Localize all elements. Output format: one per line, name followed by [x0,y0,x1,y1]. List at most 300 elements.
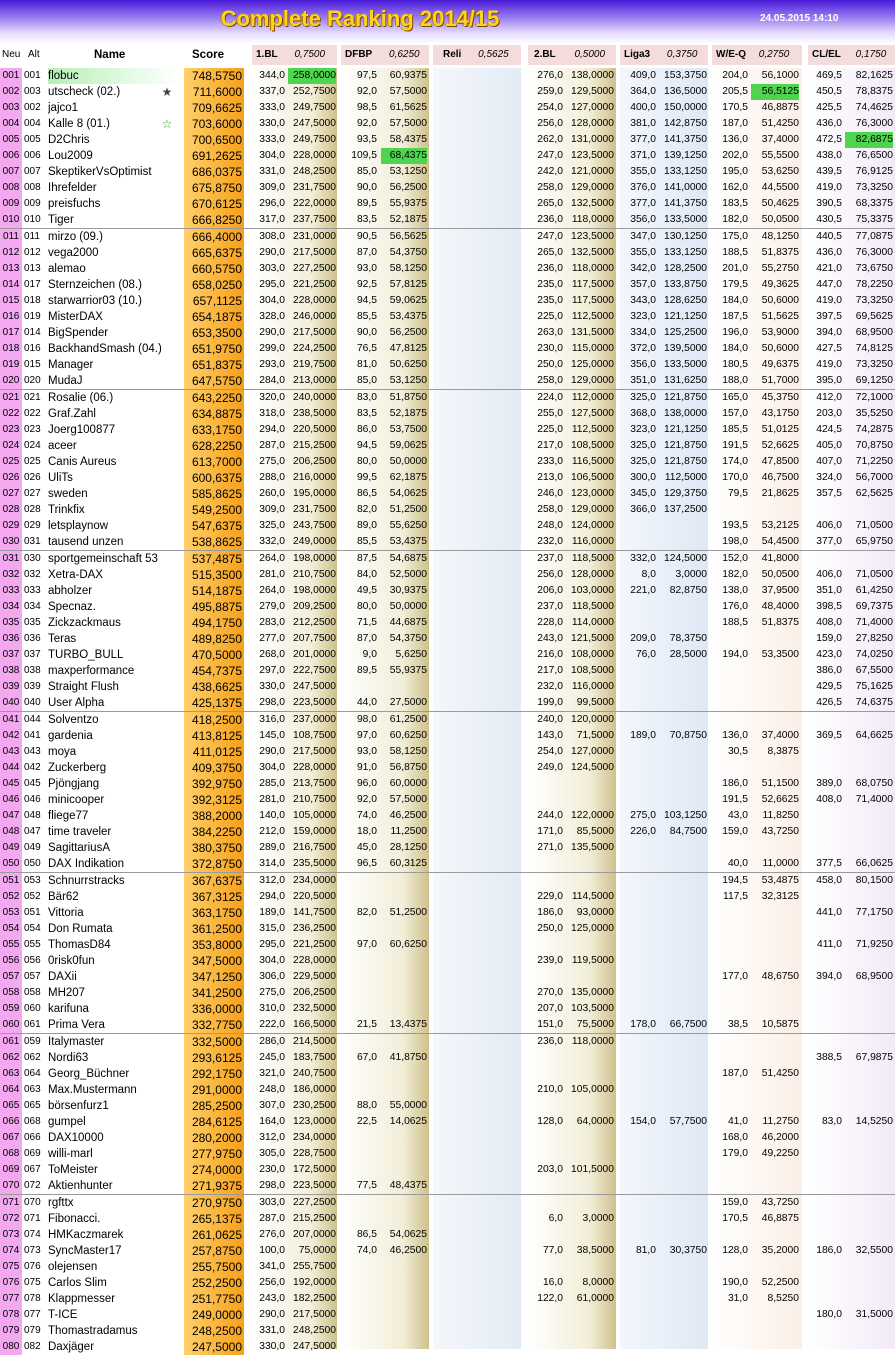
weq-points: 187,0 [722,1068,748,1079]
clel-score [845,1195,893,1211]
table-row [0,599,895,615]
rank-new: 056 [0,953,22,969]
table-row [0,1017,895,1033]
rank-old: 019 [24,311,41,322]
table-row [0,100,895,116]
marker-icon [160,164,174,180]
bl1-score: 237,7500 [293,214,336,225]
weq-score: 51,5625 [761,311,799,322]
table-row [0,889,895,905]
dfbp-points: 85,0 [356,375,377,386]
rank-new: 060 [0,1017,22,1033]
liga3-score [659,969,707,985]
clel-points: 450,5 [816,86,842,97]
weq-score [751,1162,799,1178]
table-row [0,1050,895,1066]
clel-points: 430,5 [816,214,842,225]
clel-points [808,889,842,905]
rank-old: 021 [24,392,41,403]
player-name: DAXii [48,971,77,983]
dfbp-score: 58,1250 [389,263,427,274]
bl2-score: 115,0000 [571,343,614,354]
dfbp-score: 30,9375 [389,585,427,596]
player-name: Schnurrstracks [48,875,125,887]
liga3-score [659,679,707,695]
rank-old: 067 [24,1164,41,1175]
player-name: HMKaczmarek [48,1229,124,1241]
player-name: Pjöngjang [48,778,100,790]
weq-score [751,1034,799,1050]
player-name: TURBO_BULL [48,649,124,661]
rank-new: 072 [0,1211,22,1227]
liga3-score [659,1339,707,1355]
weq-points: 201,0 [722,263,748,274]
bl1-score: 223,5000 [293,1180,336,1191]
bl1-score: 222,0000 [293,198,336,209]
rank-old: 076 [24,1261,41,1272]
rank-old: 010 [24,214,41,225]
clel-points: 429,5 [816,681,842,692]
marker-icon [160,148,174,164]
table-row [0,389,895,406]
liga3-score [659,1178,707,1194]
bl2-points: 206,0 [537,585,563,596]
bl1-points: 294,0 [259,424,285,435]
liga3-points [620,1082,656,1098]
bl2-score: 127,0000 [571,746,614,757]
clel-points: 419,0 [816,359,842,370]
weq-score: 43,1750 [761,408,799,419]
marker-icon [160,1195,174,1211]
dfbp-points: 109,5 [351,150,377,161]
header-reli-label: Reli [443,49,462,60]
marker-icon [160,68,174,84]
player-name: Daxjäger [48,1341,95,1353]
bl1-points: 331,0 [259,166,285,177]
weq-points: 196,0 [722,327,748,338]
rank-old: 053 [24,875,41,886]
rank-old: 052 [24,891,41,902]
dfbp-points: 18,0 [356,826,377,837]
player-name: SagittariusA [48,842,111,854]
player-name: olejensen [48,1261,98,1273]
dfbp-score [381,1162,427,1178]
bl1-points: 299,0 [259,343,285,354]
bl2-score: 114,5000 [571,891,614,902]
dfbp-score: 53,4375 [389,536,427,547]
table-row [0,277,895,293]
table-row [0,550,895,567]
liga3-points: 377,0 [630,134,656,145]
rank-new: 079 [0,1323,22,1339]
bl2-points: 248,0 [537,520,563,531]
bl2-points: 213,0 [537,472,563,483]
rank-new: 049 [0,840,22,856]
bl2-points [528,1339,563,1355]
bl2-points: 256,0 [537,569,563,580]
total-score: 277,9750 [184,1146,244,1162]
bl2-score: 118,5000 [571,553,614,564]
bl1-points: 256,0 [259,1277,285,1288]
bl1-score: 229,5000 [293,971,336,982]
dfbp-points [341,1323,377,1339]
dfbp-score: 60,6250 [389,939,427,950]
bl2-score: 93,0000 [576,907,614,918]
bl1-points: 321,0 [259,1068,285,1079]
liga3-points [620,1275,656,1291]
bl1-points: 304,0 [259,295,285,306]
liga3-score [659,985,707,1001]
clel-points: 357,5 [816,488,842,499]
player-name: Georg_Büchner [48,1068,130,1080]
bl1-points: 303,0 [259,1197,285,1208]
table-row [0,116,895,132]
total-score: 336,0000 [184,1001,244,1017]
dfbp-score [381,1195,427,1211]
bl2-score [566,1178,614,1194]
bl1-score: 247,5000 [293,118,336,129]
marker-icon [160,953,174,969]
bl1-points: 164,0 [259,1116,285,1127]
rank-old: 004 [24,118,41,129]
bl2-score: 128,0000 [571,569,614,580]
rank-old: 069 [24,1148,41,1159]
total-score: 418,2500 [184,712,244,728]
liga3-points [620,1130,656,1146]
marker-icon [160,390,174,406]
liga3-score: 139,5000 [664,343,707,354]
total-score: 249,0000 [184,1307,244,1323]
dfbp-points: 83,0 [356,392,377,403]
weq-points: 152,0 [722,553,748,564]
liga3-score: 3,0000 [675,569,707,580]
clel-score [845,744,893,760]
bl2-points: 6,0 [548,1213,563,1224]
clel-points: 421,0 [816,263,842,274]
clel-score [845,1098,893,1114]
bl1-score: 217,5000 [293,327,336,338]
rank-new: 030 [0,534,22,550]
bl2-points: 235,0 [537,295,563,306]
ranking-table [0,68,895,1355]
player-name: gumpel [48,1116,86,1128]
rank-new: 015 [0,293,22,309]
bl1-points: 245,0 [259,1052,285,1063]
dfbp-points: 83,5 [356,408,377,419]
rank-old: 079 [24,1325,41,1336]
rank-old: 082 [24,1341,41,1352]
dfbp-score: 55,0000 [389,1100,427,1111]
bl1-points: 275,0 [259,987,285,998]
player-name: abholzer [48,585,93,597]
marker-icon [160,373,174,389]
weq-score [751,1082,799,1098]
dfbp-score [381,1211,427,1227]
liga3-score [659,1130,707,1146]
liga3-score: 133,5000 [664,214,707,225]
rank-new: 012 [0,245,22,261]
weq-score: 51,8375 [761,617,799,628]
bl1-score: 141,7500 [293,907,336,918]
dfbp-score: 61,5625 [389,102,427,113]
weq-score: 50,0500 [761,214,799,225]
bl1-points: 325,0 [259,520,285,531]
bl1-points: 320,0 [259,392,285,403]
total-score: 367,6375 [184,873,244,889]
liga3-score [659,712,707,728]
rank-new: 066 [0,1114,22,1130]
clel-points: 398,5 [816,601,842,612]
marker-icon [160,1323,174,1339]
liga3-points [620,969,656,985]
clel-points [808,1098,842,1114]
dfbp-score: 54,0625 [389,488,427,499]
liga3-score: 153,3750 [664,70,707,81]
rank-old: 072 [24,1180,41,1191]
table-row [0,164,895,180]
clel-points [808,1339,842,1355]
dfbp-score [381,1146,427,1162]
total-score: 409,3750 [184,760,244,776]
bl1-score: 221,2500 [293,939,336,950]
bl2-score: 138,0000 [571,70,614,81]
rank-old: 043 [24,746,41,757]
header-bl1-label: 1.BL [256,49,278,60]
bl2-score: 117,5000 [571,295,614,306]
bl1-score: 207,0000 [293,1229,336,1240]
player-name: Vittoria [48,907,84,919]
bl1-points: 281,0 [259,794,285,805]
bl2-points: 216,0 [537,649,563,660]
player-name: jajco1 [48,102,79,114]
total-score: 332,5000 [184,1034,244,1050]
bl1-score: 206,2500 [293,456,336,467]
rank-new: 067 [0,1130,22,1146]
bl1-score: 227,2500 [293,263,336,274]
liga3-score [659,1146,707,1162]
total-score: 666,8250 [184,212,244,228]
total-score: 628,2250 [184,438,244,454]
weq-points: 193,5 [722,520,748,531]
rank-old: 056 [24,955,41,966]
weq-points: 190,0 [722,1277,748,1288]
bl1-score: 248,2500 [293,166,336,177]
dfbp-points [341,1307,377,1323]
rank-old: 048 [24,810,41,821]
clel-score [845,1211,893,1227]
dfbp-score: 53,4375 [389,311,427,322]
liga3-points: 8,0 [641,569,656,580]
dfbp-points: 85,0 [356,166,377,177]
total-score: 651,9750 [184,341,244,357]
clel-points: 324,0 [816,472,842,483]
marker-icon [160,840,174,856]
total-score: 495,8875 [184,599,244,615]
weq-points: 157,0 [722,408,748,419]
bl2-score: 125,0000 [571,359,614,370]
marker-icon [160,212,174,228]
bl1-points: 306,0 [259,971,285,982]
bl2-score: 122,0000 [571,810,614,821]
bl1-points: 316,0 [259,714,285,725]
bl2-points: 232,0 [537,681,563,692]
weq-score: 52,6625 [761,440,799,451]
weq-points [712,1323,748,1339]
liga3-score [659,873,707,889]
header-bl1 [252,45,337,65]
clel-points: 436,0 [816,247,842,258]
bl1-score: 207,7500 [293,633,336,644]
bl2-points: 207,0 [537,1003,563,1014]
marker-icon [160,631,174,647]
bl1-points: 310,0 [259,1003,285,1014]
table-row [0,872,895,889]
player-name: Specnaz. [48,601,96,613]
clel-score: 75,3375 [855,214,893,225]
bl2-points: 230,0 [537,343,563,354]
rank-old: 039 [24,681,41,692]
weq-points: 170,0 [722,472,748,483]
liga3-score: 112,5000 [664,472,707,483]
marker-icon [160,905,174,921]
header-neu: Neu [2,49,21,60]
rank-old: 003 [24,86,41,97]
dfbp-points: 89,0 [356,520,377,531]
bl1-points: 333,0 [259,102,285,113]
table-row [0,824,895,840]
weq-score [751,712,799,728]
clel-score: 69,5625 [855,311,893,322]
total-score: 643,2250 [184,390,244,406]
liga3-score: 150,0000 [664,102,707,113]
clel-score: 82,6875 [845,132,893,148]
header-liga3-weight: 0,3750 [666,49,698,60]
table-row [0,1323,895,1339]
liga3-score [659,937,707,953]
player-name: Xetra-DAX [48,569,103,581]
dfbp-points [341,1146,377,1162]
rank-old: 077 [24,1309,41,1320]
clel-score: 14,5250 [855,1116,893,1127]
liga3-points: 332,0 [630,553,656,564]
liga3-score [659,599,707,615]
bl2-points: 250,0 [537,359,563,370]
bl1-score: 237,0000 [293,714,336,725]
weq-points: 194,0 [722,649,748,660]
dfbp-score [381,889,427,905]
bl2-score: 61,0000 [576,1293,614,1304]
clel-score [845,985,893,1001]
weq-points: 194,5 [722,875,748,886]
rank-old: 006 [24,150,41,161]
weq-score: 46,8875 [761,1213,799,1224]
table-row [0,840,895,856]
marker-icon [160,277,174,293]
liga3-points: 325,0 [630,440,656,451]
bl2-points [528,1227,563,1243]
dfbp-score [381,1307,427,1323]
clel-score: 82,1625 [855,70,893,81]
rank-old: 036 [24,633,41,644]
bl1-points: 295,0 [259,279,285,290]
clel-score: 73,3250 [855,295,893,306]
bl1-points: 100,0 [259,1245,285,1256]
rank-new: 036 [0,631,22,647]
dfbp-points: 74,0 [356,1245,377,1256]
bl2-score: 38,5000 [576,1245,614,1256]
header-clel-weight: 0,1750 [855,49,887,60]
dfbp-score: 44,6875 [389,617,427,628]
table-row [0,486,895,502]
bl2-points: 16,0 [542,1277,563,1288]
bl2-points [528,1130,563,1146]
bl2-score [566,1130,614,1146]
marker-icon [160,1001,174,1017]
bl1-score: 234,0000 [293,1132,336,1143]
clel-points [808,551,842,567]
weq-score: 10,5875 [761,1019,799,1030]
bl2-points: 186,0 [537,907,563,918]
bl1-points: 287,0 [259,440,285,451]
bl2-score [566,776,614,792]
marker-icon [160,1017,174,1033]
weq-points [712,1050,748,1066]
bl1-score: 214,5000 [293,1036,336,1047]
dfbp-score [381,1275,427,1291]
weq-score [751,1307,799,1323]
bl1-points: 332,0 [259,536,285,547]
weq-points [712,631,748,647]
total-score: 585,8625 [184,486,244,502]
bl2-score [566,1227,614,1243]
bl2-score [566,1195,614,1211]
rank-old: 024 [24,440,41,451]
liga3-score: 124,5000 [664,553,707,564]
bl1-score: 216,7500 [293,842,336,853]
bl2-points: 263,0 [537,327,563,338]
liga3-points: 376,0 [630,182,656,193]
weq-points: 179,5 [722,279,748,290]
total-score: 247,5000 [184,1339,244,1355]
rank-new: 058 [0,985,22,1001]
rank-old: 018 [24,295,41,306]
total-score: 613,7000 [184,454,244,470]
bl2-score: 121,5000 [571,633,614,644]
bl2-score: 118,5000 [571,601,614,612]
bl2-points [528,792,563,808]
rank-new: 047 [0,808,22,824]
dfbp-points: 49,5 [356,585,377,596]
bl1-points: 309,0 [259,504,285,515]
liga3-score: 66,7500 [669,1019,707,1030]
header-weq [712,45,802,65]
clel-score [845,1291,893,1307]
bl2-points: 236,0 [537,214,563,225]
player-name: Trinkfix [48,504,85,516]
marker-icon [160,969,174,985]
liga3-points [620,534,656,550]
player-name: fliege77 [48,810,89,822]
player-name: Nordi63 [48,1052,89,1064]
clel-points: 440,5 [816,231,842,242]
bl2-points [528,1307,563,1323]
bl2-score [566,937,614,953]
weq-points [712,502,748,518]
liga3-score [659,856,707,872]
total-score: 666,4000 [184,229,244,245]
total-score: 280,2000 [184,1130,244,1146]
table-row [0,1243,895,1259]
